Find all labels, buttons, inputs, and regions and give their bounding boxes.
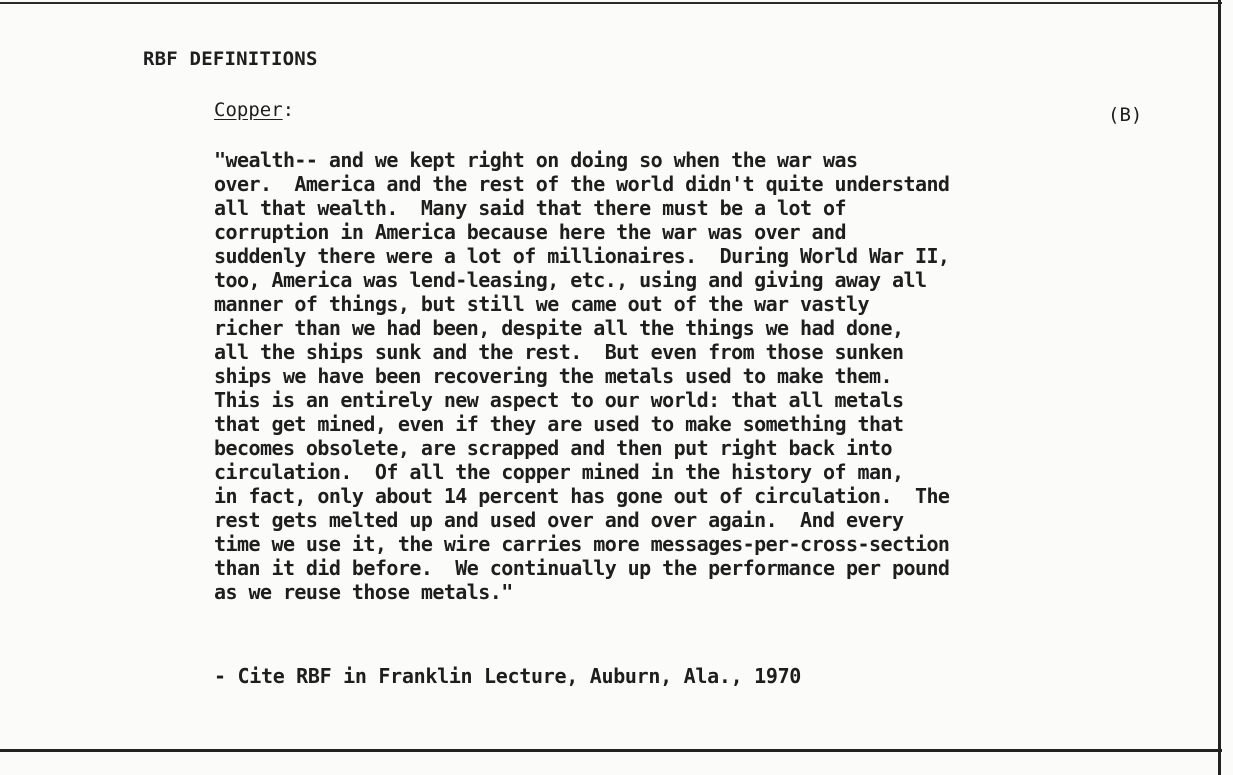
- quote-line: than it did before. We continually up the performance per pound: [214, 556, 950, 580]
- quote-line: becomes obsolete, are scrapped and then put right back into: [214, 436, 892, 460]
- quote-line: This is an entirely new aspect to our world: that all metals: [214, 388, 904, 412]
- document-heading: RBF DEFINITIONS: [143, 48, 318, 70]
- quote-line: manner of things, but still we came out of the war vastly: [214, 292, 869, 316]
- quote-line: rest gets melted up and used over and over again. And every: [214, 508, 904, 532]
- quote-line: too, America was lend-leasing, etc., using and giving away all: [214, 268, 927, 292]
- quote-line: "wealth-- and we kept right on doing so when the war was: [214, 148, 858, 172]
- quote-line: that get mined, even if they are used to make something that: [214, 412, 904, 436]
- term-word: Copper: [214, 99, 283, 121]
- quote-line: circulation. Of all the copper mined in the history of man,: [214, 460, 904, 484]
- quote-line: as we reuse those metals.": [214, 580, 513, 604]
- quote-line: over. America and the rest of the world didn't quite understand: [214, 172, 950, 196]
- card-top-border: [0, 2, 1222, 4]
- card-bottom-border: [0, 749, 1222, 752]
- card-right-border: [1218, 0, 1221, 775]
- quote-line: suddenly there were a lot of millionaires. During World War II,: [214, 244, 950, 268]
- quote-line: corruption in America because here the war was over and: [214, 220, 847, 244]
- quote-line: ships we have been recovering the metals used to make them.: [214, 364, 892, 388]
- term-title: [214, 99, 294, 121]
- citation: - Cite RBF in Franklin Lecture, Auburn, Ala., 1970: [214, 664, 802, 688]
- quote-line: all the ships sunk and the rest. But even from those sunken: [214, 340, 904, 364]
- quote-line: time we use it, the wire carries more messages-per-cross-section: [214, 532, 950, 556]
- quote-body: [214, 148, 949, 604]
- term-colon: :: [282, 99, 295, 121]
- quote-line: all that wealth. Many said that there must be a lot of: [214, 196, 847, 220]
- grade-marker: (B): [1108, 104, 1143, 126]
- quote-line: in fact, only about 14 percent has gone out of circulation. The: [214, 484, 950, 508]
- quote-line: richer than we had been, despite all the things we had done,: [214, 316, 904, 340]
